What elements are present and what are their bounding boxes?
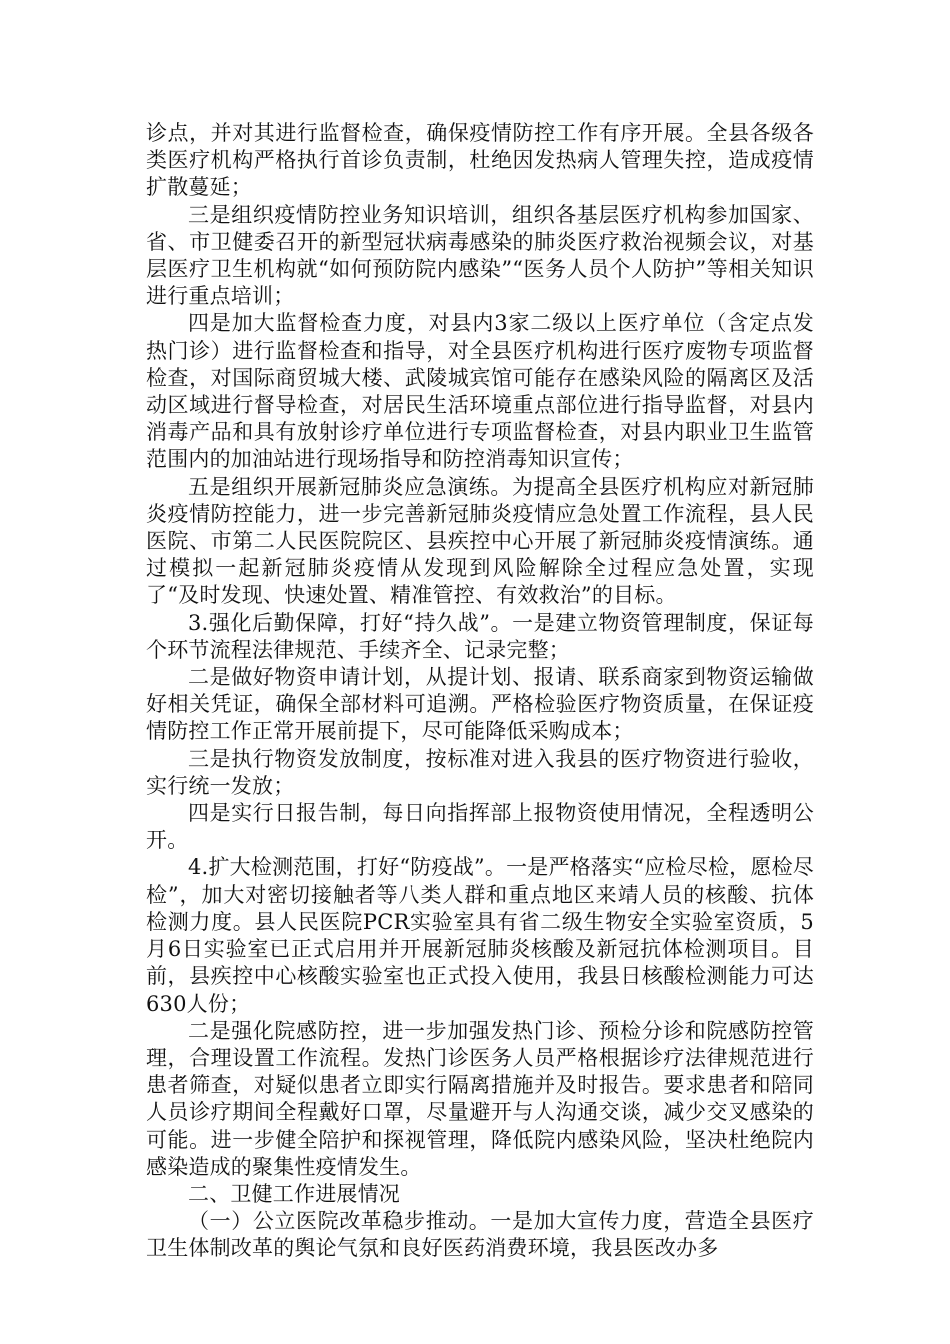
paragraph-5: 3.强化后勤保障，打好“持久战”。一是建立物资管理制度，保证每个环节流程法律规范、手续齐全、记录完整； bbox=[146, 610, 814, 662]
paragraph-2: 三是组织疫情防控业务知识培训，组织各基层医疗机构参加国家、省、市卫健委召开的新型冠状病毒感染的肺炎医疗救治视频会议，对基层医疗卫生机构就“如何预防院内感染”“医务人员个人防护”等相关知识进行重点培训； bbox=[146, 202, 814, 309]
paragraph-12: （一）公立医院改革稳步推动。一是加大宣传力度，营造全县医疗卫生体制改革的舆论气氛和良好医药消费环境，我县医改办多 bbox=[146, 1209, 814, 1261]
paragraph-3: 四是加大监督检查力度，对县内3家二级以上医疗单位（含定点发热门诊）进行监督检查和指导，对全县医疗机构进行医疗废物专项监督检查，对国际商贸城大楼、武陵城宾馆可能存在感染风险的隔离区及活动区域进行督导检查，对居民生活环境重点部位进行指导监督，对县内消毒产品和具有放射诊疗单位进行专项监督检查，对县内职业卫生监管范围内的加油站进行现场指导和防控消毒知识宣传； bbox=[146, 311, 814, 472]
paragraph-10: 二是强化院感防控，进一步加强发热门诊、预检分诊和院感防控管理，合理设置工作流程。发热门诊医务人员严格根据诊疗法律规范进行患者筛查，对疑似患者立即实行隔离措施并及时报告。要求患者和陪同人员诊疗期间全程戴好口罩，尽量避开与人沟通交谈，减少交叉感染的可能。进一步健全陪护和探视管理，降低院内感染风险，坚决杜绝院内感染造成的聚集性疫情发生。 bbox=[146, 1018, 814, 1179]
paragraph-8: 四是实行日报告制，每日向指挥部上报物资使用情况，全程透明公开。 bbox=[146, 801, 814, 853]
document-body bbox=[146, 120, 814, 1263]
paragraph-6: 二是做好物资申请计划，从提计划、报请、联系商家到物资运输做好相关凭证，确保全部材料可追溯。严格检验医疗物资质量，在保证疫情防控工作正常开展前提下，尽可能降低采购成本； bbox=[146, 665, 814, 744]
paragraph-4: 五是组织开展新冠肺炎应急演练。为提高全县医疗机构应对新冠肺炎疫情防控能力，进一步完善新冠肺炎疫情应急处置工作流程，县人民医院、市第二人民医院院区、县疾控中心开展了新冠肺炎疫情演练。通过模拟一起新冠肺炎疫情从发现到风险解除全过程应急处置，实现了“及时发现、快速处置、精准管控、有效救治”的目标。 bbox=[146, 474, 814, 608]
section-heading: 二、卫健工作进展情况 bbox=[188, 1181, 400, 1206]
paragraph-9: 4.扩大检测范围，打好“防疫战”。一是严格落实“应检尽检，愿检尽检”，加大对密切接触者等八类人群和重点地区来靖人员的核酸、抗体检测力度。县人民医院PCR实验室具有省二级生物安全实验室资质，5月6日实验室已正式启用并开展新冠肺炎核酸及新冠抗体检测项目。目前，县疾控中心核酸实验室也正式投入使用，我县日核酸检测能力可达630人份； bbox=[146, 855, 814, 1016]
paragraph-1: 诊点，并对其进行监督检查，确保疫情防控工作有序开展。全县各级各类医疗机构严格执行首诊负责制，杜绝因发热病人管理失控，造成疫情扩散蔓延； bbox=[146, 121, 814, 200]
paragraph-7: 三是执行物资发放制度，按标准对进入我县的医疗物资进行验收，实行统一发放； bbox=[146, 746, 814, 798]
